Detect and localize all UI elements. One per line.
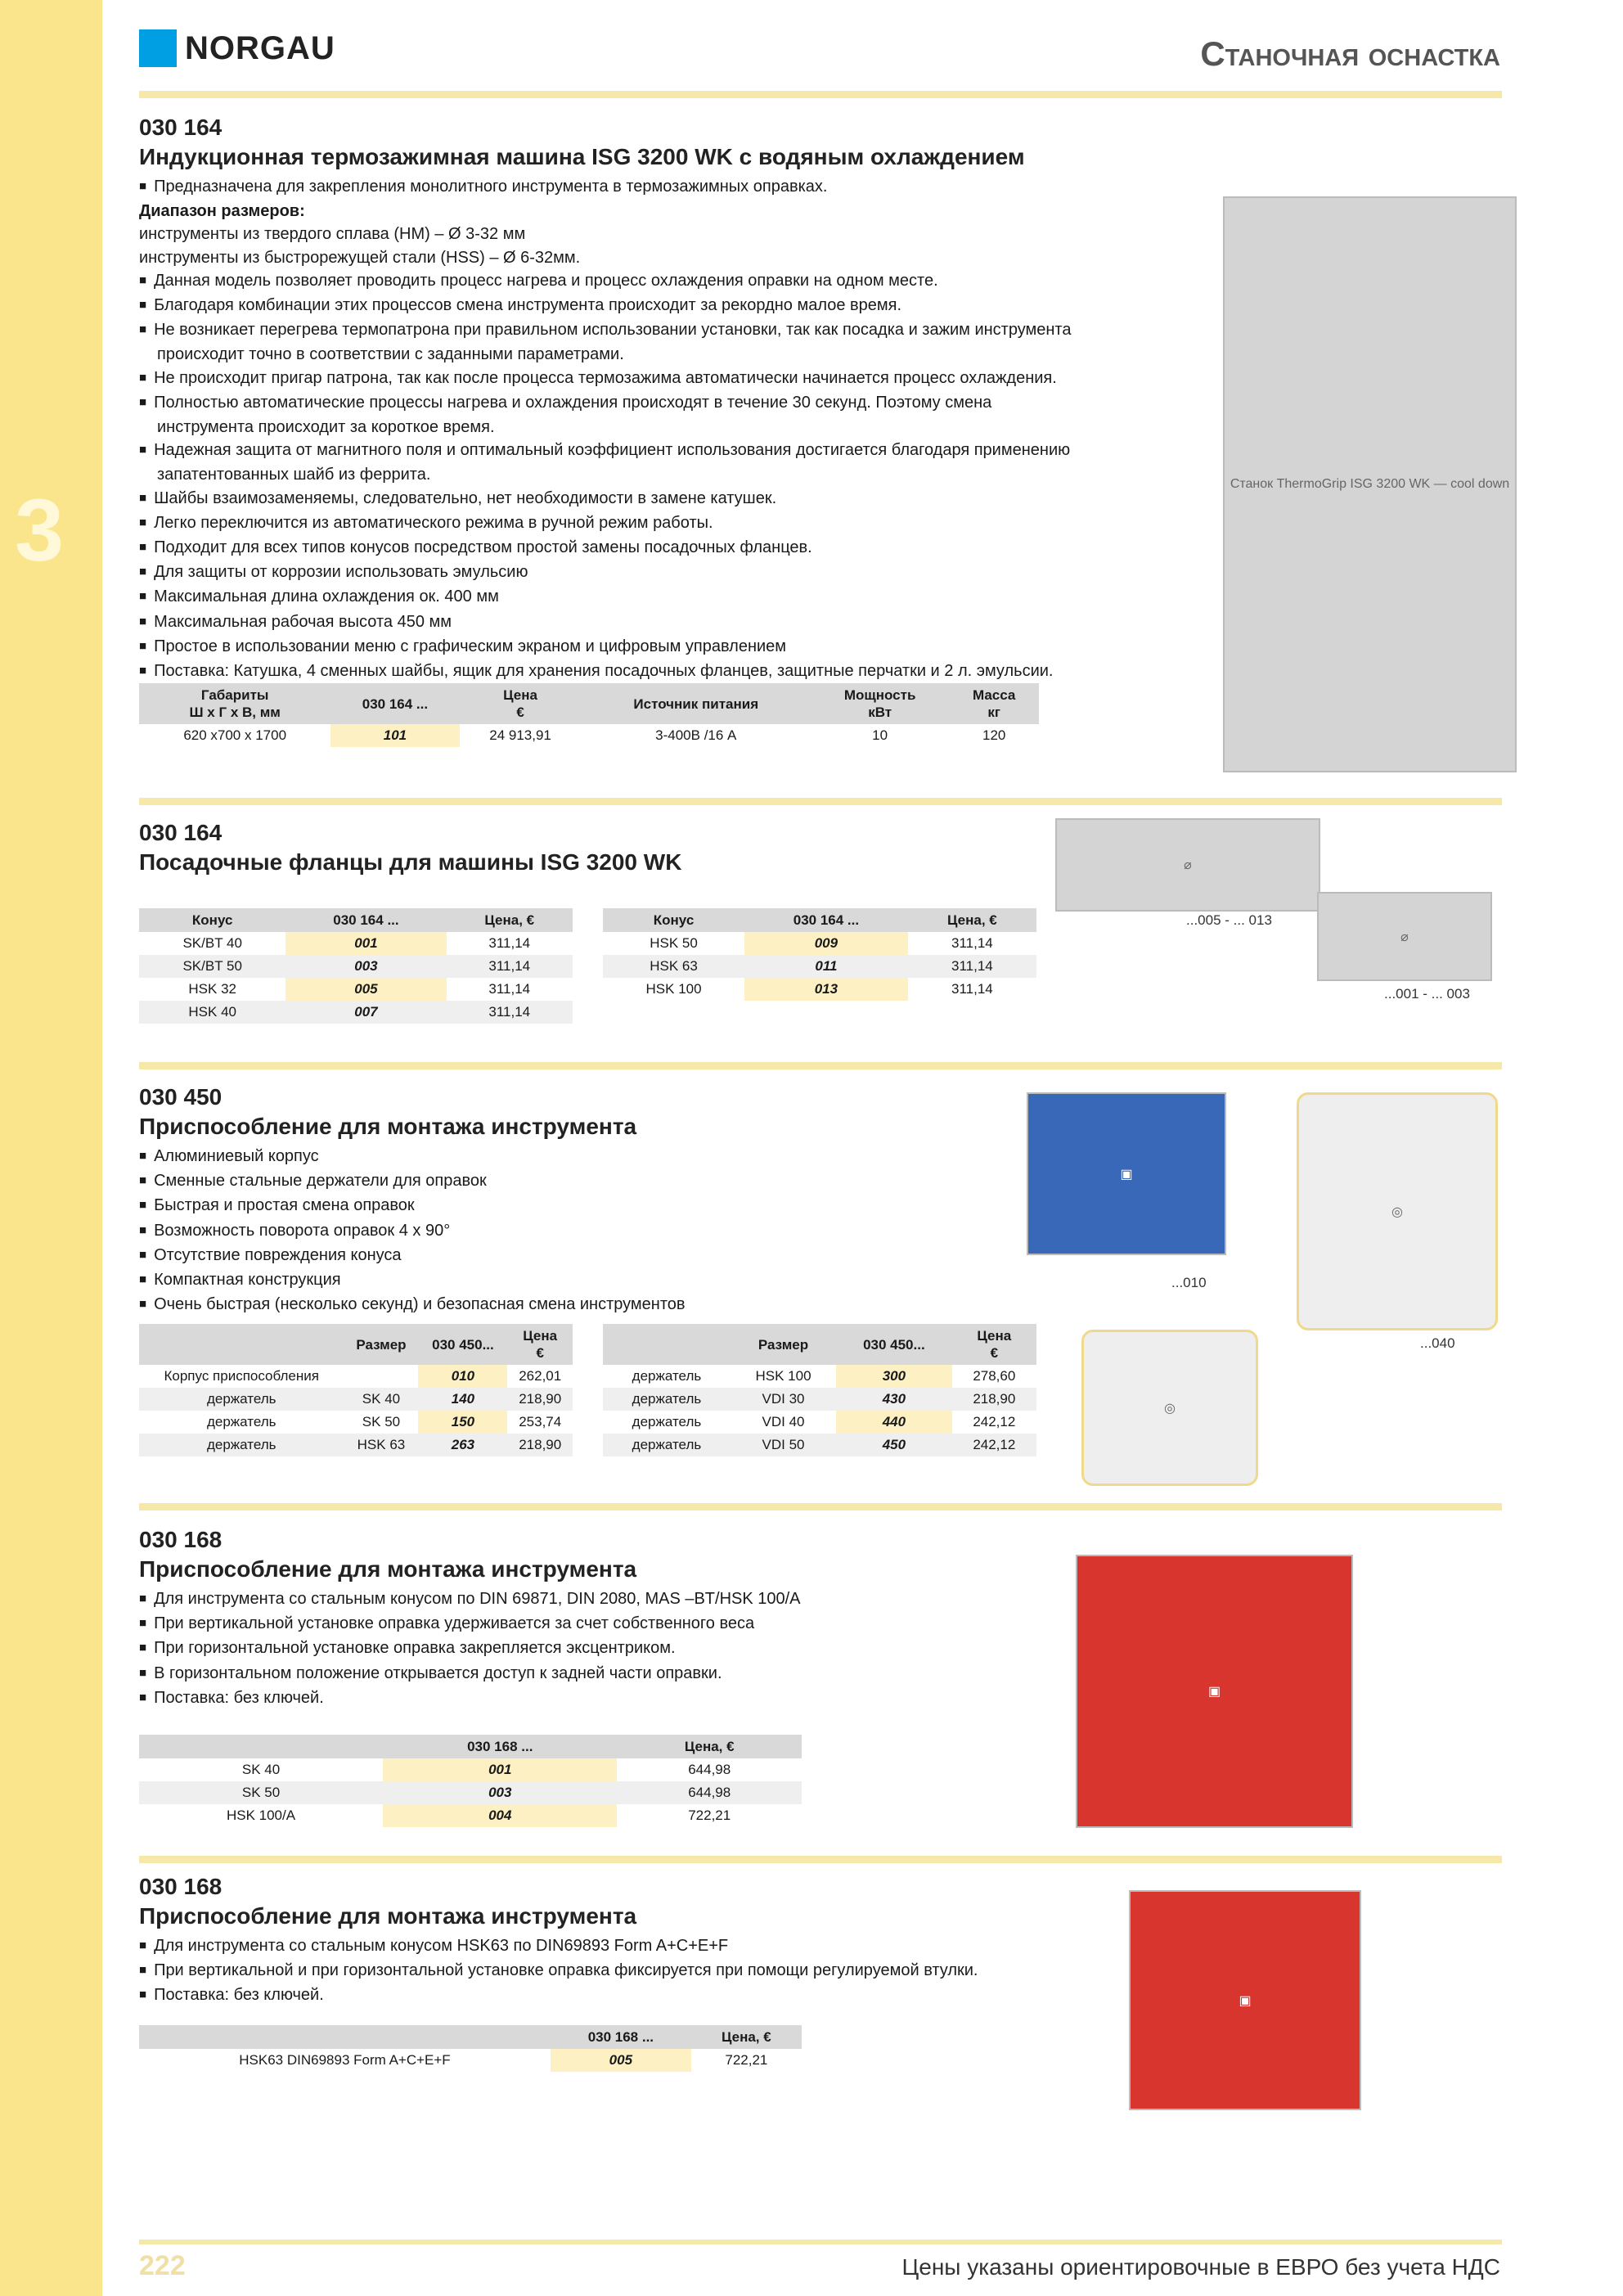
section-title: Посадочные фланцы для машины ISG 3200 WK: [139, 849, 682, 875]
table-cell: SK 50: [139, 1781, 383, 1804]
description-line: ■ Поставка: Катушка, 4 сменных шайбы, ящик для хранения посадочных фланцев, защитные перчатки и 2 л. эмульсии.: [139, 660, 1071, 684]
machine-table: [139, 683, 1039, 747]
caption-040: ...040: [1420, 1335, 1455, 1351]
table-cell: держатель: [139, 1434, 344, 1456]
column-header: 030 164 ...: [744, 908, 908, 932]
section-isg3200: [139, 115, 1071, 684]
section-030168-a: [139, 1527, 801, 1711]
article-suffix: 013: [744, 978, 908, 1001]
description-line: инструменты из быстрорежущей стали (HSS) – Ø 6-32мм.: [139, 248, 581, 267]
section-title: Приспособление для монтажа инструмента: [139, 1903, 637, 1929]
description-line: ■ Максимальная рабочая высота 450 мм: [139, 610, 1071, 635]
column-header: 030 450...: [418, 1324, 507, 1365]
table-row: [603, 955, 1036, 978]
table-cell: 311,14: [951, 935, 993, 951]
divider: [139, 91, 1502, 98]
section-030450: [139, 1084, 686, 1317]
description-line: ■ Подходит для всех типов конусов посредством простой замены посадочных фланцев.: [139, 536, 1071, 560]
description-line: инструмента происходит за короткое время.: [157, 418, 495, 437]
table-cell: SK 40: [241, 1762, 281, 1777]
machine-photo: [1223, 196, 1517, 772]
article-suffix: 150: [418, 1411, 507, 1434]
column-header: [139, 2025, 551, 2049]
table-cell: 10: [872, 727, 888, 743]
table-cell: HSK 100/A: [226, 1808, 296, 1823]
bullet-item: ■ Для инструмента со стальным конусом HSK63 по DIN69893 Form A+C+E+F: [139, 1934, 978, 1959]
article-suffix: 140: [418, 1388, 507, 1411]
description-list: [139, 1587, 801, 1711]
article-suffix: 010: [418, 1365, 507, 1388]
column-header: Размер: [344, 1324, 418, 1365]
table-cell: HSK 32: [188, 981, 236, 997]
table-cell: держатель: [632, 1368, 702, 1384]
description-line: запатентованных шайб из феррита.: [157, 466, 431, 484]
flange-caption-b: ...001 - ... 003: [1384, 986, 1470, 1002]
table-row: [139, 1804, 802, 1827]
table-cell: держатель: [206, 1414, 276, 1429]
table-cell: 218,90: [507, 1434, 573, 1456]
table-cell: 242,12: [973, 1414, 1016, 1429]
table-row: [139, 1434, 573, 1456]
flange-drawing-a: ⌀: [1055, 818, 1320, 912]
table-cell: 311,14: [447, 1001, 573, 1024]
table-cell: HSK 100: [755, 1368, 812, 1384]
description-line: Диапазон размеров:: [139, 202, 305, 221]
table-row: [139, 2049, 802, 2072]
bullet-item: ■ Поставка: без ключей.: [139, 1983, 978, 2008]
column-header: Цена €: [507, 1324, 573, 1365]
fixture-photo-010: ▣: [1027, 1092, 1226, 1255]
table-cell: HSK 50: [650, 935, 698, 951]
table-cell: 120: [982, 727, 1006, 743]
caption-010: ...010: [1171, 1275, 1207, 1290]
table-cell: [344, 1365, 418, 1388]
description-list: [139, 175, 1071, 684]
table-cell: 644,98: [688, 1762, 731, 1777]
table-header-row: [603, 1324, 1036, 1365]
column-header: Цена €: [460, 683, 582, 724]
page-title: Станочная оснастка: [1200, 34, 1500, 73]
table-cell: HSK 63: [344, 1434, 418, 1456]
chapter-sidebar: [0, 0, 102, 2296]
description-list: [139, 1934, 978, 2009]
column-header: Цена, €: [617, 1735, 802, 1758]
fixture-table-left: [139, 1324, 573, 1456]
fixture-table-right: [603, 1324, 1036, 1456]
table-cell: держатель: [139, 1388, 344, 1411]
table-row: [139, 955, 573, 978]
table-row: [139, 1388, 573, 1411]
table-cell: VDI 30: [731, 1388, 836, 1411]
table-cell: 311,14: [488, 935, 531, 951]
table-header-row: [139, 2025, 802, 2049]
bullet-item: ■ Возможность поворота оправок 4 х 90°: [139, 1219, 686, 1244]
table-cell: 311,14: [447, 955, 573, 978]
article-suffix: 003: [285, 955, 446, 978]
table-row: [603, 978, 1036, 1001]
bullet-item: ■ Алюминиевый корпус: [139, 1145, 686, 1169]
table-cell: HSK 100: [645, 981, 702, 997]
section-030168-b: [139, 1874, 978, 2009]
fixture-photo-red-a: ▣: [1076, 1555, 1353, 1828]
column-header: Габариты Ш х Г х В, мм: [139, 683, 330, 724]
table-cell: SK 40: [344, 1388, 418, 1411]
table-cell: VDI 40: [762, 1414, 805, 1429]
description-line: ■ Не происходит пригар патрона, так как после процесса термозажима автоматически начинается процесс охлаждения.: [139, 367, 1071, 391]
description-line: ■ Благодаря комбинации этих процессов смена инструмента происходит за рекордно малое время.: [139, 294, 1071, 318]
article-suffix: 004: [383, 1804, 617, 1827]
fixture-table-168a: [139, 1735, 802, 1827]
fixture-photo-red-b: ▣: [1129, 1890, 1361, 2110]
table-cell: держатель: [603, 1388, 731, 1411]
description-line: ■ Максимальная длина охлаждения ок. 400 мм: [139, 585, 1071, 610]
article-suffix: 101: [330, 724, 459, 747]
table-header-row: [139, 908, 573, 932]
table-cell: 644,98: [617, 1781, 802, 1804]
table-header-row: [139, 1735, 802, 1758]
table-cell: 24 913,91: [489, 727, 551, 743]
article-code: 030 450: [139, 1084, 223, 1110]
article-suffix: 005: [551, 2049, 691, 2072]
table-row: [139, 1365, 573, 1388]
table-cell: 262,01: [519, 1368, 562, 1384]
table-cell: SK 50: [362, 1414, 401, 1429]
bullet-item: ■ В горизонтальном положение открывается доступ к задней части оправки.: [139, 1662, 801, 1686]
flange-drawing-b: ⌀: [1317, 892, 1492, 981]
description-line: ■ Данная модель позволяет проводить процесс нагрева и процесс охлаждения оправки на одном месте.: [139, 269, 1071, 294]
fixture-photo-set: ◎: [1081, 1330, 1258, 1486]
table-cell: держатель: [632, 1414, 702, 1429]
sidebar-gap: [102, 0, 119, 2296]
description-list: [139, 1145, 686, 1317]
article-suffix: 001: [285, 932, 446, 955]
table-row: [139, 932, 573, 955]
article-suffix: 003: [383, 1781, 617, 1804]
column-header: 030 164 ...: [285, 908, 446, 932]
bullet-item: ■ Быстрая и простая смена оправок: [139, 1194, 686, 1218]
flange-caption-a: ...005 - ... 013: [1186, 912, 1272, 928]
bullet-item: ■ При вертикальной установке оправка удерживается за счет собственного веса: [139, 1612, 801, 1636]
article-suffix: 440: [836, 1411, 951, 1434]
brand-name: NORGAU: [185, 29, 335, 66]
bullet-item: ■ Компактная конструкция: [139, 1268, 686, 1293]
article-suffix: 001: [383, 1758, 617, 1781]
column-header: 030 168 ...: [383, 1735, 617, 1758]
logo-square-icon: [139, 29, 177, 67]
footer-divider: [139, 2240, 1502, 2244]
description-line: ■ Предназначена для закрепления монолитного инструмента в термозажимных оправках.: [139, 175, 1071, 200]
table-row: [603, 1365, 1036, 1388]
table-row: [603, 1434, 1036, 1456]
column-header: Конус: [139, 908, 285, 932]
article-code: 030 164: [139, 820, 223, 845]
divider: [139, 798, 1502, 805]
column-header: Размер: [731, 1324, 836, 1365]
table-cell: HSK 40: [139, 1001, 285, 1024]
table-cell: HSK 63: [603, 955, 744, 978]
column-header: 030 168 ...: [551, 2025, 691, 2049]
table-cell: 218,90: [507, 1388, 573, 1411]
bullet-item: ■ Поставка: без ключей.: [139, 1686, 801, 1711]
table-cell: 3-400В /16 А: [655, 727, 737, 743]
description-line: происходит точно в соответствии с заданными параметрами.: [157, 345, 624, 364]
description-line: ■ Полностью автоматические процессы нагрева и охлаждения происходят в течение 30 секунд. Поэтому смена: [139, 391, 1071, 416]
bullet-item: ■ Очень быстрая (несколько секунд) и безопасная смена инструментов: [139, 1293, 686, 1317]
table-cell: SK/BT 40: [182, 935, 242, 951]
section-flanges: [139, 820, 681, 876]
column-header: [139, 1735, 383, 1758]
column-header: Цена, €: [447, 908, 573, 932]
column-header: 030 450...: [836, 1324, 951, 1365]
table-cell: держатель: [603, 1434, 731, 1456]
article-suffix: 450: [836, 1434, 951, 1456]
column-header: [603, 1324, 731, 1365]
divider: [139, 1503, 1502, 1510]
article-code: 030 168: [139, 1874, 223, 1899]
table-header-row: [139, 1324, 573, 1365]
holder-photo-040: ◎: [1297, 1092, 1498, 1330]
column-header: Цена €: [952, 1324, 1036, 1365]
article-code: 030 164: [139, 115, 223, 140]
table-cell: SK/BT 50: [139, 955, 285, 978]
machine-photo-label: Станок ThermoGrip ISG 3200 WK — cool down: [1230, 477, 1510, 491]
column-header: Источник питания: [582, 683, 811, 724]
table-cell: 311,14: [488, 981, 531, 997]
chapter-number: 3: [15, 480, 65, 579]
table-row: [139, 978, 573, 1001]
bullet-item: ■ Для инструмента со стальным конусом по DIN 69871, DIN 2080, MAS –BT/HSK 100/A: [139, 1587, 801, 1612]
section-title: Приспособление для монтажа инструмента: [139, 1556, 637, 1582]
table-cell: 620 х700 х 1700: [183, 727, 287, 743]
table-cell: 722,21: [725, 2052, 768, 2068]
bullet-item: ■ При вертикальной и при горизонтальной установке оправка фиксируется при помощи регулируемой втулки.: [139, 1959, 978, 1983]
article-suffix: 300: [836, 1365, 951, 1388]
description-line: ■ Не возникает перегрева термопатрона при правильном использовании установки, так как посадка и зажим инструмента: [139, 318, 1071, 343]
bullet-item: ■ Отсутствие повреждения конуса: [139, 1244, 686, 1268]
table-cell: VDI 50: [731, 1434, 836, 1456]
article-suffix: 011: [744, 955, 908, 978]
description-line: ■ Шайбы взаимозаменяемы, следовательно, нет необходимости в замене катушек.: [139, 487, 1071, 511]
column-header: Цена, €: [691, 2025, 802, 2049]
table-header-row: [139, 683, 1039, 724]
fixture-table-168b: [139, 2025, 802, 2072]
column-header: Конус: [603, 908, 744, 932]
article-suffix: 005: [285, 978, 446, 1001]
table-cell: 278,60: [973, 1368, 1016, 1384]
table-row: [603, 932, 1036, 955]
flanges-table-right: [603, 908, 1036, 1001]
flanges-table-left: [139, 908, 573, 1024]
column-header: 030 164 ...: [330, 683, 459, 724]
table-row: [139, 1411, 573, 1434]
table-cell: HSK63 DIN69893 Form A+C+E+F: [239, 2052, 451, 2068]
article-code: 030 168: [139, 1527, 223, 1552]
table-cell: 242,12: [952, 1434, 1036, 1456]
description-line: ■ Для защиты от коррозии использовать эмульсию: [139, 560, 1071, 585]
article-suffix: 009: [744, 932, 908, 955]
article-suffix: 263: [418, 1434, 507, 1456]
column-header: Мощность кВт: [811, 683, 949, 724]
brand-logo: [139, 29, 335, 67]
description-line: ■ Надежная защита от магнитного поля и оптимальный коэффициент использования достигается благодаря применению: [139, 439, 1071, 463]
column-header: Цена, €: [908, 908, 1036, 932]
table-cell: 722,21: [688, 1808, 731, 1823]
price-note: Цены указаны ориентировочные в ЕВРО без учета НДС: [901, 2254, 1500, 2280]
divider: [139, 1062, 1502, 1069]
table-row: [139, 1758, 802, 1781]
description-line: ■ Простое в использовании меню с графическим экраном и цифровым управлением: [139, 635, 1071, 660]
table-cell: 253,74: [519, 1414, 562, 1429]
description-line: инструменты из твердого сплава (HM) – Ø 3-32 мм: [139, 225, 526, 244]
table-cell: Корпус приспособления: [164, 1368, 319, 1384]
bullet-item: ■ Сменные стальные держатели для оправок: [139, 1169, 686, 1194]
table-cell: 218,90: [952, 1388, 1036, 1411]
column-header: Масса кг: [949, 683, 1039, 724]
table-row: [603, 1388, 1036, 1411]
description-line: ■ Легко переключится из автоматического режима в ручной режим работы.: [139, 511, 1071, 536]
table-row: [139, 1781, 802, 1804]
table-cell: 311,14: [908, 955, 1036, 978]
divider: [139, 1856, 1502, 1863]
bullet-item: ■ При горизонтальной установке оправка закрепляется эксцентриком.: [139, 1636, 801, 1661]
article-suffix: 430: [836, 1388, 951, 1411]
table-header-row: [603, 908, 1036, 932]
table-row: [603, 1411, 1036, 1434]
table-row: [139, 724, 1039, 747]
section-title: Индукционная термозажимная машина ISG 3200 WK с водяным охлаждением: [139, 144, 1025, 169]
table-cell: 311,14: [951, 981, 993, 997]
table-row: [139, 1001, 573, 1024]
section-title: Приспособление для монтажа инструмента: [139, 1114, 637, 1139]
article-suffix: 007: [285, 1001, 446, 1024]
page-number: 222: [139, 2250, 186, 2281]
column-header: [139, 1324, 344, 1365]
